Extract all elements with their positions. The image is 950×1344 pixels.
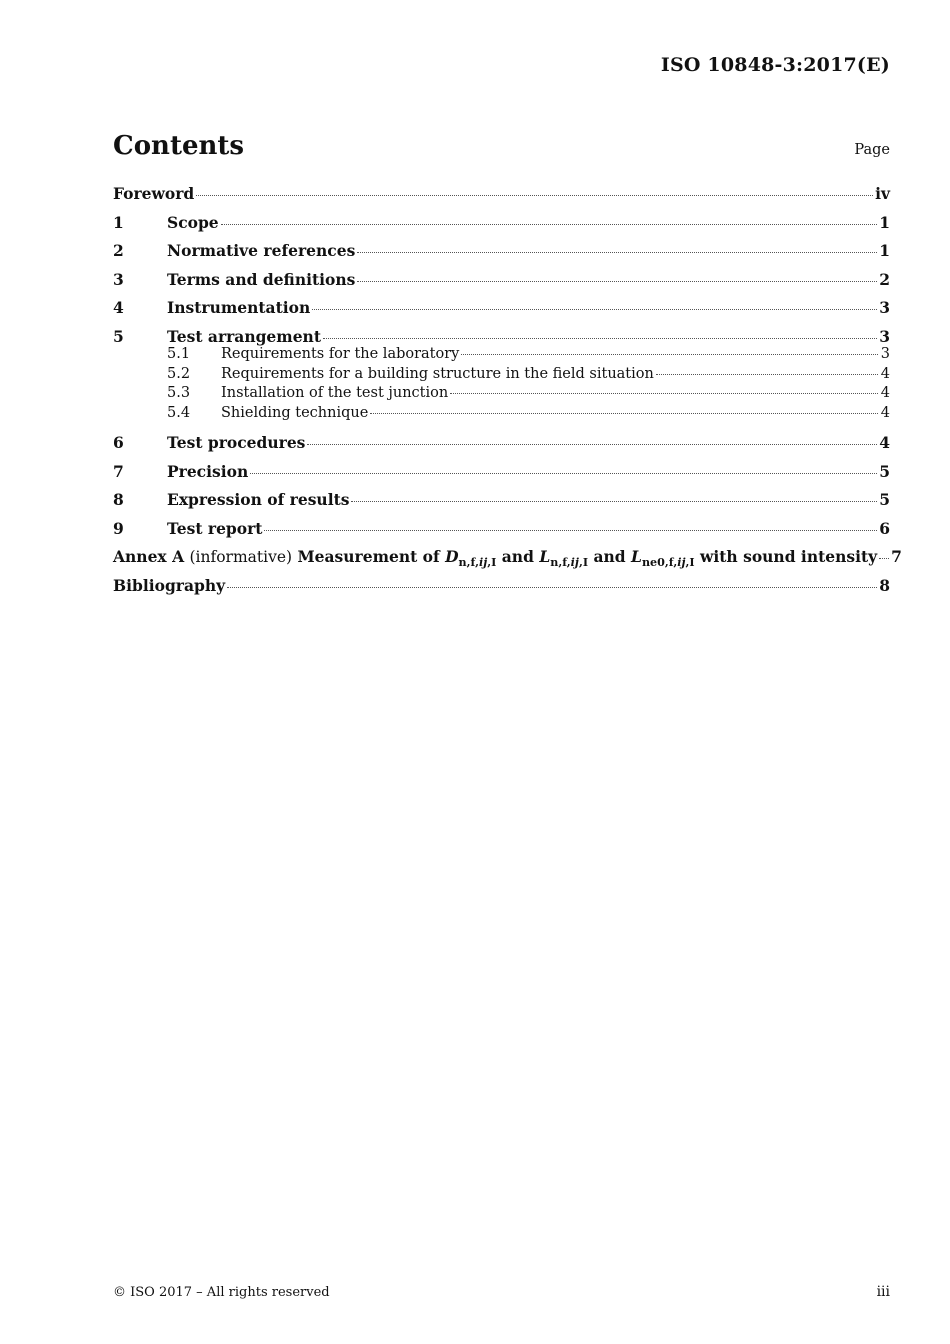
toc-page: 7 xyxy=(891,547,902,566)
toc-number: 9 xyxy=(113,518,124,538)
dot-leader xyxy=(461,354,878,355)
dot-leader xyxy=(312,309,877,310)
annex-informative: (informative) xyxy=(189,548,293,566)
toc-label: Precision xyxy=(167,461,249,481)
annex-suffix: with sound intensity xyxy=(700,547,878,566)
annex-and-2: and xyxy=(593,547,626,566)
toc-entry-1[interactable] xyxy=(113,213,890,242)
toc-page: 4 xyxy=(880,404,890,421)
toc-entry-4[interactable] xyxy=(113,298,890,327)
toc-label: Foreword xyxy=(113,184,195,203)
toc-page: iv xyxy=(875,184,890,203)
dot-leader xyxy=(227,587,877,588)
dot-leader xyxy=(357,252,877,253)
toc-page: 4 xyxy=(880,365,890,382)
toc-label: Bibliography xyxy=(113,575,226,595)
toc-entry-5-1[interactable] xyxy=(113,346,890,366)
symbol-lne: $L_{ne0,f,ij,I}$ xyxy=(631,547,695,569)
toc-page: 8 xyxy=(879,575,890,595)
toc-entry-annex-a[interactable] xyxy=(113,547,902,576)
toc-number: 6 xyxy=(113,433,124,452)
toc-entry-5[interactable] xyxy=(113,327,890,347)
toc-page: 1 xyxy=(879,241,890,260)
header-doc-code: ISO 10848-3:2017(E) xyxy=(660,54,890,76)
dot-leader xyxy=(221,224,878,225)
toc-number: 5 xyxy=(113,326,124,346)
dot-leader xyxy=(323,338,877,339)
toc-label: Installation of the test junction xyxy=(221,385,449,401)
toc-number: 2 xyxy=(113,241,124,260)
toc-number: 5.4 xyxy=(167,404,191,421)
toc-page: 3 xyxy=(879,298,890,317)
toc-label: Test procedures xyxy=(167,433,306,452)
toc-entry-foreword[interactable] xyxy=(113,184,890,213)
toc-label: Normative references xyxy=(167,241,356,260)
toc-label: Test arrangement xyxy=(167,326,321,346)
toc-entry-5-2[interactable] xyxy=(113,366,890,386)
toc-number: 3 xyxy=(113,269,124,289)
toc-entry-7[interactable] xyxy=(113,462,890,491)
toc-number: 5.2 xyxy=(167,365,191,382)
toc-entry-9[interactable] xyxy=(113,519,890,548)
dot-leader xyxy=(357,281,877,282)
toc-label: Requirements for a building structure in the field situation xyxy=(221,365,654,382)
toc-label xyxy=(113,547,878,569)
toc-number: 5.1 xyxy=(167,346,191,362)
annex-measurement: Measurement of xyxy=(297,547,440,566)
toc-page: 3 xyxy=(880,346,890,362)
dot-leader xyxy=(879,558,889,559)
toc-label: Terms and definitions xyxy=(167,269,356,289)
toc-number: 8 xyxy=(113,490,124,509)
dot-leader xyxy=(307,444,877,445)
contents-title: Contents xyxy=(113,131,245,161)
toc-page: 2 xyxy=(879,269,890,289)
toc-label: Expression of results xyxy=(167,490,350,509)
toc-number: 5.3 xyxy=(167,385,191,401)
table-of-contents xyxy=(113,184,902,604)
toc-number: 1 xyxy=(113,212,124,232)
dot-leader xyxy=(351,501,877,502)
dot-leader xyxy=(450,393,878,394)
toc-number: 7 xyxy=(113,461,124,481)
toc-entry-5-3[interactable] xyxy=(113,385,890,405)
toc-entry-6[interactable] xyxy=(113,433,890,462)
toc-label: Scope xyxy=(167,212,219,232)
toc-page: 6 xyxy=(879,518,890,538)
dot-leader xyxy=(656,374,878,375)
toc-page: 5 xyxy=(879,461,890,481)
toc-label: Requirements for the laboratory xyxy=(221,346,460,362)
toc-entry-bibliography[interactable] xyxy=(113,576,890,605)
footer-page-number: iii xyxy=(876,1284,890,1300)
annex-prefix: Annex A xyxy=(113,547,185,566)
toc-entry-3[interactable] xyxy=(113,270,890,299)
toc-page: 1 xyxy=(879,212,890,232)
toc-page: 4 xyxy=(880,385,890,401)
toc-entry-8[interactable] xyxy=(113,490,890,519)
toc-page: 4 xyxy=(879,433,890,452)
toc-entry-5-4[interactable] xyxy=(113,405,890,425)
dot-leader xyxy=(196,195,873,196)
dot-leader xyxy=(264,530,877,531)
toc-label: Test report xyxy=(167,518,263,538)
toc-label: Instrumentation xyxy=(167,298,311,317)
toc-page: 3 xyxy=(879,326,890,346)
toc-page: 5 xyxy=(879,490,890,509)
toc-label: Shielding technique xyxy=(221,404,369,421)
symbol-l: $L_{n,f,ij,I}$ xyxy=(539,547,589,569)
symbol-d: $D_{n,f,ij,I}$ xyxy=(445,547,497,569)
dot-leader xyxy=(250,473,877,474)
footer-copyright: © ISO 2017 – All rights reserved xyxy=(113,1285,330,1300)
dot-leader xyxy=(370,413,878,414)
toc-entry-2[interactable] xyxy=(113,241,890,270)
annex-and-1: and xyxy=(501,547,534,566)
page-column-label: Page xyxy=(854,142,890,158)
toc-number: 4 xyxy=(113,298,124,317)
